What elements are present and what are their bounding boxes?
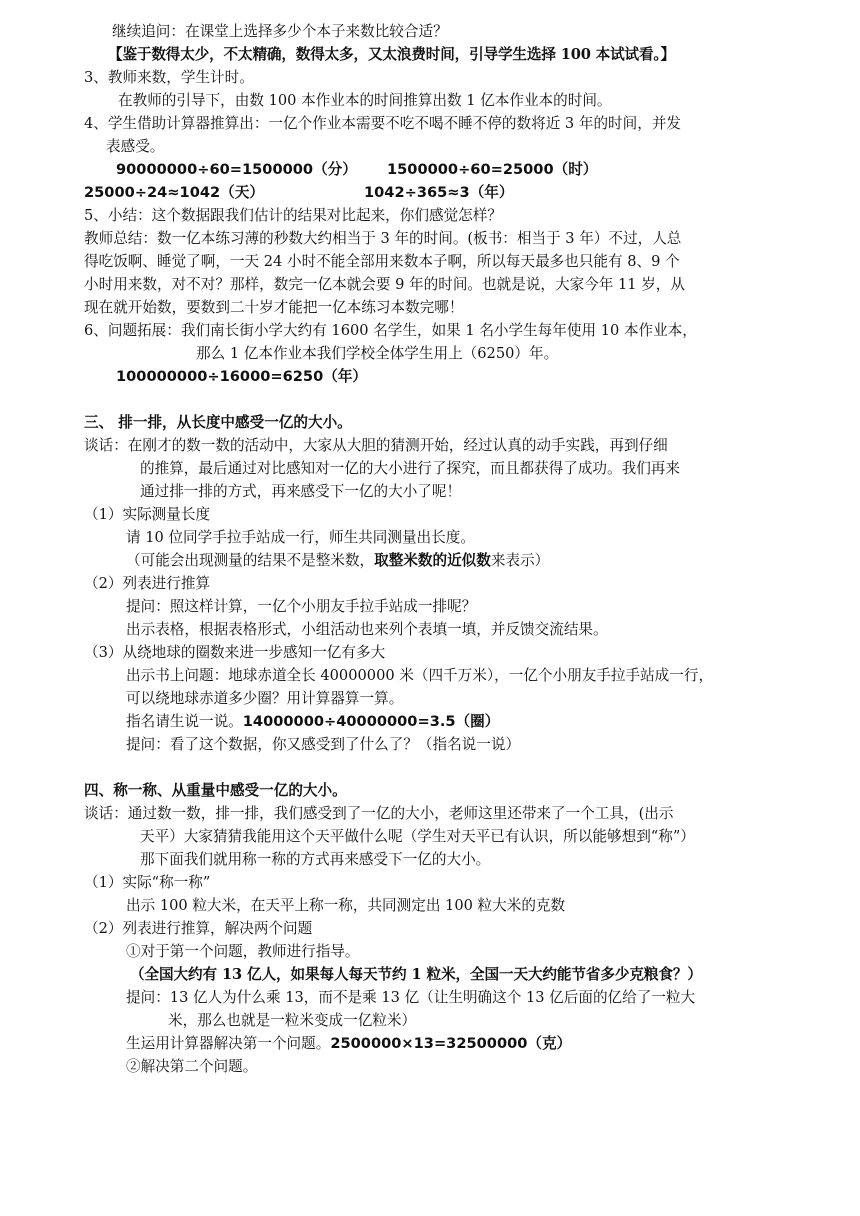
section-3-talk-line-1: 谈话：在刚才的数一数的活动中，大家从大胆的猜测开始，经过认真的动手实践，再到仔细 [84, 437, 668, 454]
section-3-talk-line-2: 的推算，最后通过对比感知对一亿的大小进行了探究，而且都获得了成功。我们再来 [140, 460, 680, 477]
measure-note [126, 550, 549, 572]
earth-answer-prompt: 指名请生说一说。 [126, 713, 243, 730]
section-4-talk-line-1: 谈话：通过数一数，排一排，我们感受到了一亿的大小，老师这里还带来了一个工具，(出示 [84, 805, 674, 822]
calc-laps: 14000000÷40000000=3.5（圈） [242, 713, 500, 730]
step-4-continuation: 表感受。 [106, 138, 165, 155]
problem-1-statement: （全国大约有 13 亿人，如果每人每天节约 1 粒米，全国一天大约能节省多少克粮食？） [130, 966, 702, 983]
sub-item-1-weigh: （1）实际“称一称” [84, 874, 211, 891]
step-3-heading: 3、教师来数，学生计时。 [84, 69, 254, 86]
earth-answer [126, 711, 499, 733]
problem-1-guidance: ①对于第一个问题，教师进行指导。 [126, 943, 360, 960]
problem-2-heading: ②解决第二个问题。 [126, 1058, 258, 1075]
step-6-continuation: 那么 1 亿本作业本我们学校全体学生用上（6250）年。 [196, 345, 559, 362]
measure-note-start: （可能会出现测量的结果不是整米数， [126, 552, 375, 569]
section-3-heading: 三、 排一排，从长度中感受一亿的大小。 [84, 414, 352, 431]
section-4-talk-line-2: 天平）大家猜猜我能用这个天平做什么呢（学生对天平已有认识，所以能够想到“称”） [140, 828, 695, 845]
section-4-heading: 四、称一称、从重量中感受一亿的大小。 [84, 782, 347, 799]
bold-note-100-books: 【鉴于数得太少，不太精确，数得太多，又太浪费时间，引导学生选择 100 本试试看。】 [108, 46, 675, 63]
section-4-talk-line-3: 那下面我们就用称一称的方式再来感受下一亿的大小。 [140, 851, 491, 868]
step-5-summary: 5、小结：这个数据跟我们估计的结果对比起来，你们感觉怎样？ [84, 207, 502, 224]
calc-grams: 2500000×13=32500000（克） [330, 1035, 572, 1052]
calc-school-years: 100000000÷16000=6250（年） [116, 368, 368, 385]
earth-problem-line-1: 出示书上问题：地球赤道全长 40000000 米（四千万米），一亿个小朋友手拉手站成一行， [126, 667, 714, 684]
problem-1-solution-text: 生运用计算器解决第一个问题。 [126, 1035, 331, 1052]
step-4-heading: 4、学生借助计算器推算出：一亿个作业本需要不吃不喝不睡不停的数将近 3 年的时间，并发 [84, 115, 682, 132]
earth-followup: 提问：看了这个数据，你又感受到了什么了？（指名说一说） [126, 736, 521, 753]
section-3-talk-line-3: 通过排一排的方式，再来感受下一亿的大小了呢！ [140, 483, 462, 500]
problem-1-question-line-2: 米，那么也就是一粒米变成一亿粒米） [168, 1012, 417, 1029]
table-activity: 出示表格，根据表格形式，小组活动也来列个表填一填，并反馈交流结果。 [126, 621, 608, 638]
sub-item-3-earth: （3）从绕地球的圈数来进一步感知一亿有多大 [84, 644, 386, 661]
measure-note-end: 来表示） [490, 552, 550, 569]
weigh-instruction: 出示 100 粒大米，在天平上称一称，共同测定出 100 粒大米的克数 [126, 897, 566, 914]
problem-1-question-line-1: 提问：13 亿人为什么乘 13，而不是乘 13 亿（让生明确这个 13 亿后面的亿给了一粒大 [126, 989, 696, 1006]
teacher-summary-line-4: 现在就开始数，要数到二十岁才能把一亿本练习本数完哪！ [84, 299, 464, 316]
teacher-summary-line-2: 得吃饭啊、睡觉了啊，一天 24 小时不能全部用来数本子啊，所以每天最多也只能有 8、9 个 [84, 253, 680, 270]
measure-note-bold: 取整米数的近似数 [374, 552, 491, 569]
calc-minutes: 90000000÷60=1500000（分） [116, 161, 357, 178]
step-3-detail: 在教师的引导下，由数 100 本作业本的时间推算出数 1 亿本作业本的时间。 [118, 92, 612, 109]
sub-item-1-measure: （1）实际测量长度 [84, 506, 211, 523]
sub-item-2-table: （2）列表进行推算 [84, 575, 211, 592]
measure-instruction: 请 10 位同学手拉手站成一行，师生共同测量出长度。 [126, 529, 475, 546]
step-6-extension: 6、问题拓展：我们南长街小学大约有 1600 名学生，如果 1 名小学生每年使用 10 本作业本， [84, 322, 697, 339]
sub-item-2-two-problems: （2）列表进行推算，解决两个问题 [84, 920, 313, 937]
table-question: 提问：照这样计算，一亿个小朋友手拉手站成一排呢？ [126, 598, 477, 615]
teacher-summary-line-3: 小时用来数，对不对？那样，数完一亿本就会要 9 年的时间。也就是说，大家今年 11 岁，从 [84, 276, 685, 293]
problem-1-solution [126, 1033, 571, 1055]
calc-days: 25000÷24≈1042（天） [84, 184, 264, 201]
earth-problem-line-2: 可以绕地球赤道多少圈？用计算器算一算。 [126, 690, 404, 707]
follow-up-question: 继续追问：在课堂上选择多少个本子来数比较合适？ [112, 23, 448, 40]
teacher-summary-line-1: 教师总结：数一亿本练习薄的秒数大约相当于 3 年的时间。(板书：相当于 3 年）不过，人总 [84, 230, 682, 247]
calc-years: 1042÷365≈3（年） [364, 184, 514, 201]
calc-hours: 1500000÷60=25000（时） [387, 161, 598, 178]
